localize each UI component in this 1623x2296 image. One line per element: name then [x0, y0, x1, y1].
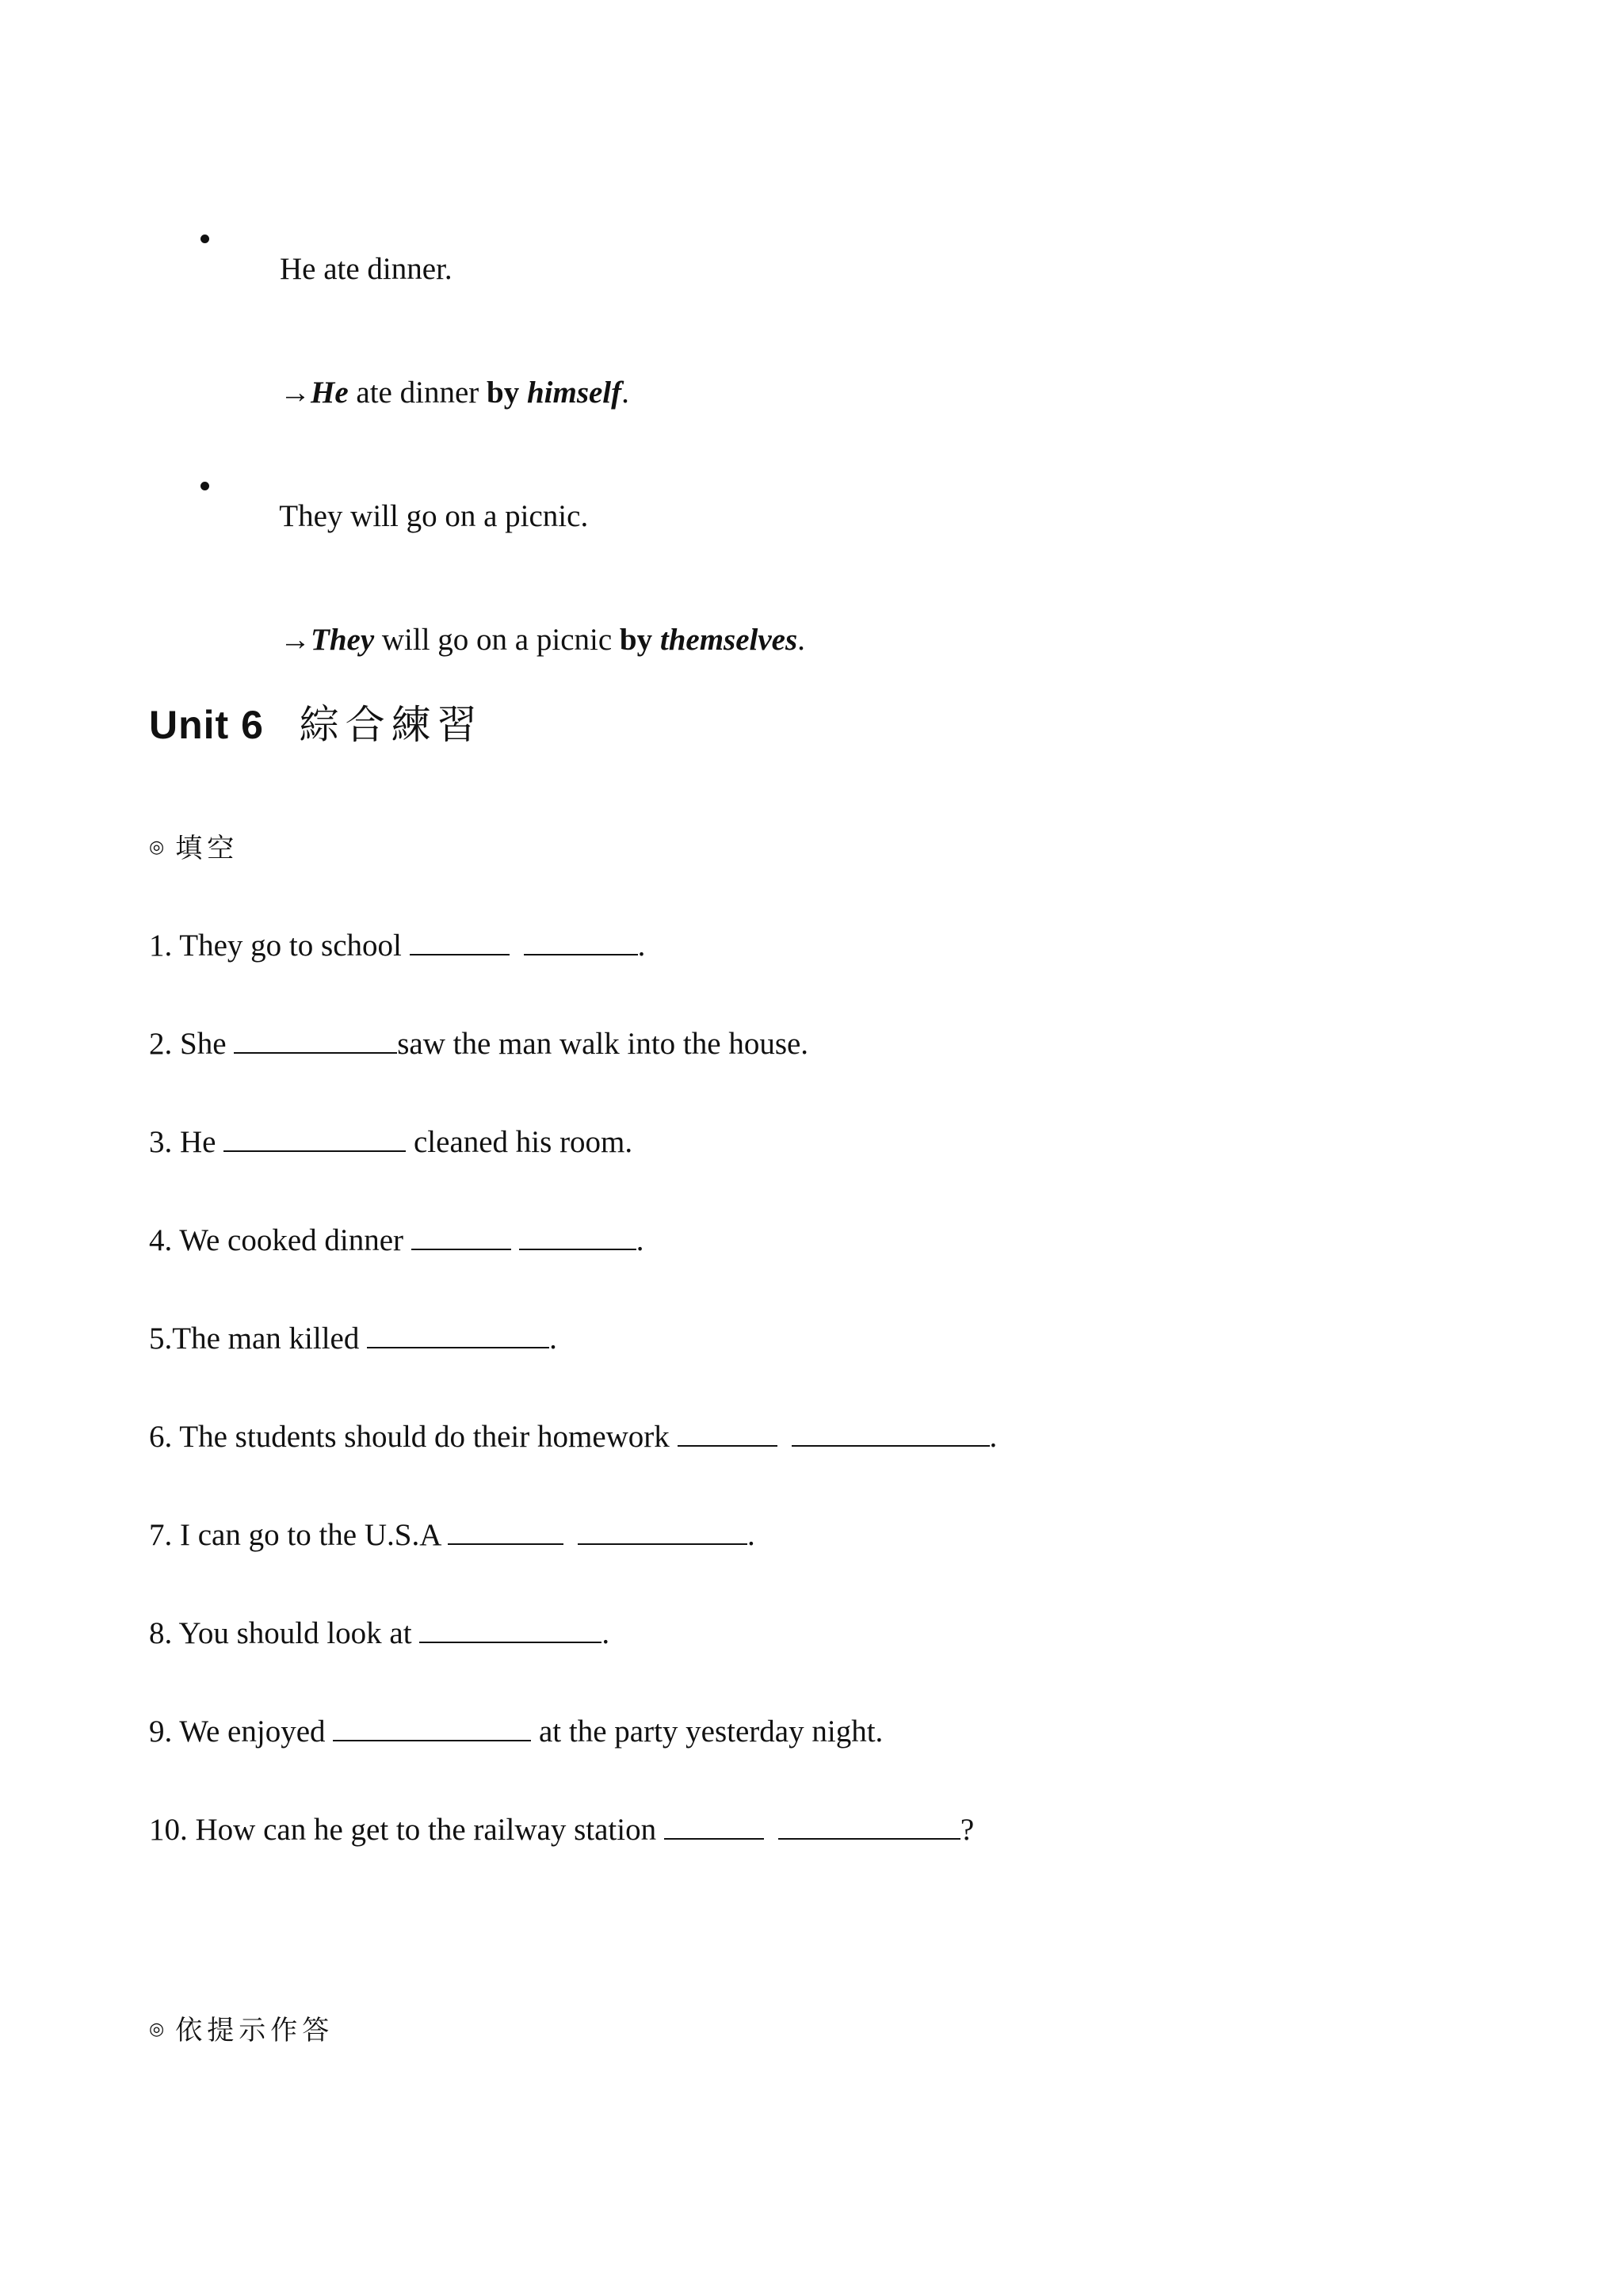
- answer-blank[interactable]: [792, 1421, 990, 1447]
- answer-blank[interactable]: [411, 1225, 511, 1250]
- example-end: .: [621, 376, 629, 410]
- question-text: She: [172, 1027, 235, 1061]
- section-fill-label: 填空: [175, 833, 239, 864]
- question-2: [149, 1025, 808, 1063]
- question-number: 8.: [149, 1616, 173, 1650]
- question-number: 4.: [149, 1223, 173, 1257]
- question-number: 7.: [149, 1518, 173, 1552]
- question-10: [149, 1811, 974, 1849]
- question-number: 3.: [149, 1125, 173, 1159]
- example-sentence-text: He ate dinner.: [280, 252, 453, 286]
- example-sentence-text: They will go on a picnic.: [279, 499, 589, 533]
- arrow-icon: →: [280, 376, 311, 410]
- example-rewrite: [249, 583, 805, 697]
- question-number: 1.: [149, 929, 173, 963]
- question-5: [149, 1320, 557, 1358]
- answer-blank[interactable]: [448, 1520, 563, 1545]
- question-text: We cooked dinner: [172, 1223, 411, 1257]
- circle-mark-icon: ◎: [149, 2019, 165, 2039]
- question-text: They go to school: [172, 929, 410, 963]
- question-text: You should look at: [172, 1616, 420, 1650]
- question-4: [149, 1222, 644, 1260]
- question-text: I can go to the U.S.A: [172, 1518, 448, 1552]
- answer-blank[interactable]: [519, 1225, 636, 1250]
- section-answer-label: 依提示作答: [175, 2015, 334, 2046]
- bullet-dot: [200, 482, 209, 490]
- question-number: 5.: [149, 1322, 173, 1356]
- question-text: We enjoyed: [172, 1714, 334, 1749]
- example-middle: ate dinner: [348, 376, 487, 410]
- example-sentence: [249, 460, 588, 574]
- question-text-end: .: [549, 1322, 557, 1356]
- arrow-icon: →: [280, 623, 311, 657]
- question-text: The man killed: [172, 1322, 368, 1356]
- question-text-end: saw the man walk into the house.: [397, 1027, 809, 1061]
- unit-number: Unit 6: [149, 703, 264, 747]
- answer-blank[interactable]: [678, 1421, 777, 1447]
- question-8: [149, 1615, 609, 1653]
- question-text-end: .: [636, 1223, 644, 1257]
- answer-blank[interactable]: [419, 1618, 601, 1643]
- answer-blank[interactable]: [367, 1323, 549, 1348]
- question-text: How can he get to the railway station: [187, 1813, 664, 1847]
- question-1: [149, 927, 645, 965]
- question-number: 10.: [149, 1813, 188, 1847]
- question-text-end: ?: [960, 1813, 975, 1847]
- answer-blank[interactable]: [410, 930, 510, 955]
- answer-blank[interactable]: [578, 1520, 747, 1545]
- question-9: [149, 1713, 883, 1751]
- answer-blank[interactable]: [778, 1814, 960, 1840]
- example-subject: They: [311, 623, 375, 657]
- bullet-dot: [200, 235, 209, 243]
- question-text-end: at the party yesterday night.: [531, 1714, 884, 1749]
- example-middle: will go on a picnic: [374, 623, 620, 657]
- example-reflexive: themselves: [659, 623, 798, 657]
- circle-mark-icon: ◎: [149, 837, 165, 857]
- example-sentence: [249, 212, 453, 326]
- example-reflexive: himself: [526, 376, 622, 410]
- example-by: by: [619, 623, 653, 657]
- unit-heading: [149, 701, 483, 749]
- section-fill-heading: [149, 832, 239, 869]
- question-7: [149, 1516, 755, 1554]
- example-end: .: [797, 623, 805, 657]
- answer-blank[interactable]: [223, 1127, 406, 1152]
- question-text: He: [172, 1125, 224, 1159]
- question-text-end: cleaned his room.: [406, 1125, 633, 1159]
- question-text-end: .: [747, 1518, 755, 1552]
- answer-blank[interactable]: [524, 930, 638, 955]
- question-number: 9.: [149, 1714, 173, 1749]
- question-text: The students should do their homework: [172, 1420, 678, 1454]
- question-number: 6.: [149, 1420, 173, 1454]
- question-number: 2.: [149, 1027, 173, 1061]
- example-by: by: [487, 376, 520, 410]
- section-answer-heading: [149, 2014, 334, 2051]
- question-text-end: .: [637, 929, 646, 963]
- question-6: [149, 1418, 997, 1456]
- example-rewrite: [249, 336, 629, 450]
- question-3: [149, 1123, 632, 1161]
- answer-blank[interactable]: [333, 1716, 531, 1741]
- question-text-end: .: [989, 1420, 998, 1454]
- example-subject: He: [311, 376, 349, 410]
- answer-blank[interactable]: [664, 1814, 764, 1840]
- question-text-end: .: [601, 1616, 610, 1650]
- answer-blank[interactable]: [234, 1028, 397, 1054]
- unit-title: 綜合練習: [299, 703, 483, 747]
